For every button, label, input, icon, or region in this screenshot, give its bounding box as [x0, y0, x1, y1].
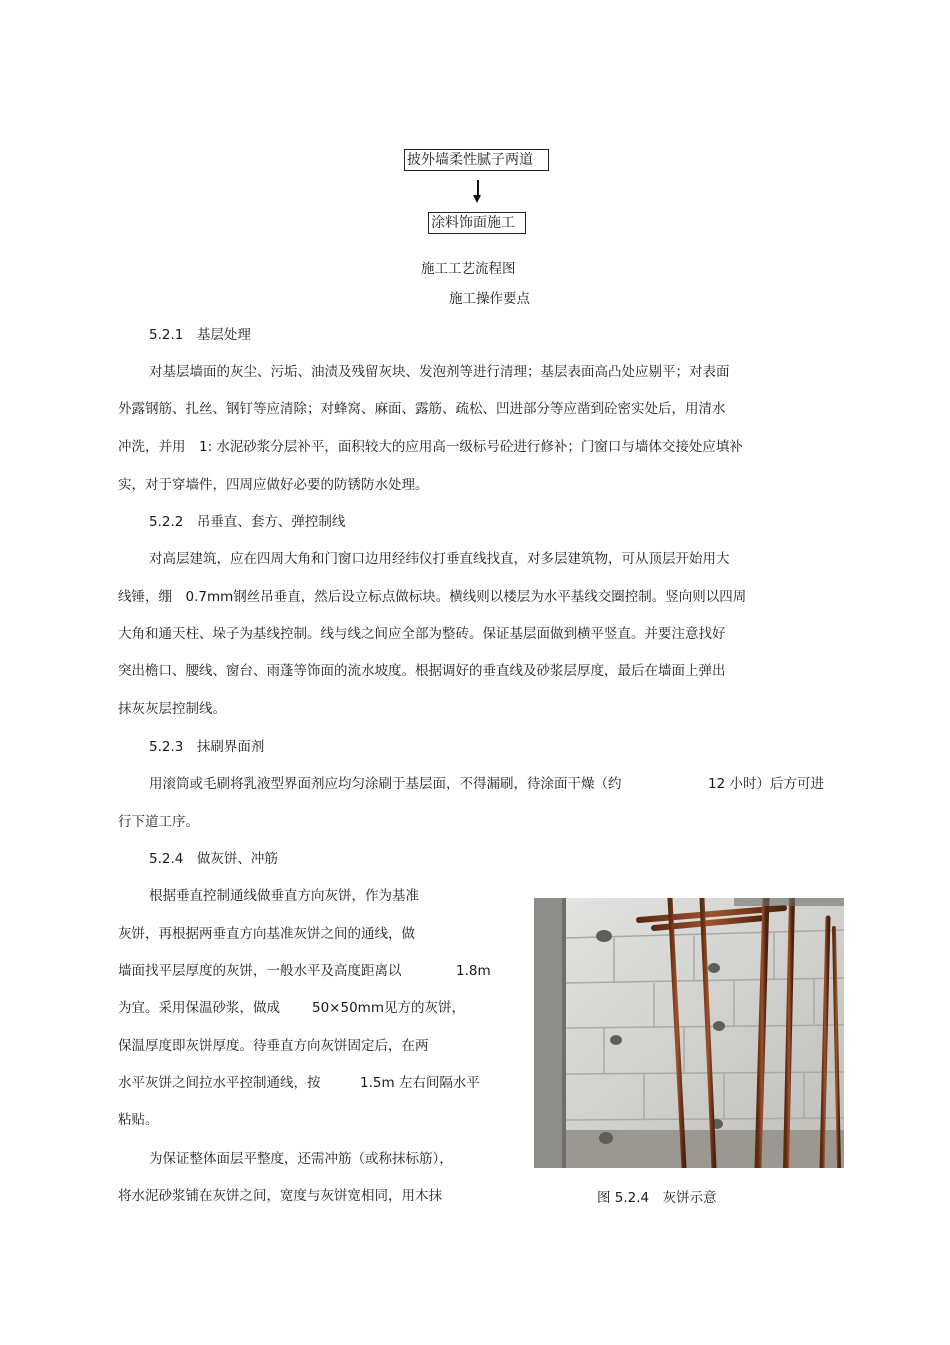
paragraph-line: 抹灰灰层控制线。 [118, 701, 226, 717]
paragraph-line: 为宜。采用保温砂浆，做成 [118, 1000, 280, 1016]
paragraph-line: 对基层墙面的灰尘、污垢、油渍及残留灰块、发泡剂等进行清理；基层表面高凸处应剔平；对表面 [149, 364, 730, 380]
paragraph-line: 冲洗，并用 1: 水泥砂浆分层补平，面积较大的应用高一级标号砼进行修补；门窗口与墙体交接处应填补 [118, 439, 743, 455]
flow-arrow-line [477, 180, 479, 196]
flow-step-1 [404, 149, 549, 171]
figure-photo [534, 898, 844, 1168]
paragraph-line-tail: 1.8m [456, 963, 491, 979]
paragraph-line: 墙面找平层厚度的灰饼，一般水平及高度距离以 [118, 963, 402, 979]
flow-step-1-label: 披外墙柔性腻子两道 [407, 152, 533, 168]
paragraph-line: 行下道工序。 [118, 814, 199, 830]
paragraph-line: 对高层建筑，应在四周大角和门窗口边用经纬仪打垂直线找直，对多层建筑物，可从顶层开始用大 [149, 551, 730, 567]
flow-step-2 [428, 212, 526, 234]
paragraph-line: 外露钢筋、扎丝、钢钉等应清除；对蜂窝、麻面、露筋、疏松、凹进部分等应凿到砼密实处后，用清水 [118, 401, 726, 417]
paragraph-line-tail: 12 小时）后方可进 [708, 776, 824, 792]
paragraph-line: 用滚筒或毛刷将乳液型界面剂应均匀涂刷于基层面，不得漏刷，待涂面干燥（约 [149, 776, 622, 792]
paragraph-line: 大角和通天柱、垛子为基线控制。线与线之间应全部为整砖。保证基层面做到横平竖直。并要注意找好 [118, 626, 726, 642]
paragraph-line: 线锤，绷 0.7mm钢丝吊垂直，然后设立标点做标块。横线则以楼层为水平基线交圈控制。竖向则以四周 [118, 589, 747, 605]
heading-5-2-1: 5.2.1 基层处理 [149, 327, 251, 343]
paragraph-line: 根据垂直控制通线做垂直方向灰饼，作为基准 [149, 888, 419, 904]
paragraph-line: 突出檐口、腰线、窗台、雨蓬等饰面的流水坡度。根据调好的垂直线及砂浆层厚度，最后在墙面上弹出 [118, 663, 726, 679]
paragraph-line: 将水泥砂浆铺在灰饼之间，宽度与灰饼宽相同，用木抹 [118, 1188, 442, 1204]
heading-5-2-2: 5.2.2 吊垂直、套方、弹控制线 [149, 514, 346, 530]
paragraph-line: 为保证整体面层平整度，还需冲筋（或称抹标筋）， [149, 1151, 453, 1167]
paragraph-line: 实，对于穿墙件，四周应做好必要的防锈防水处理。 [118, 477, 429, 493]
section-title: 施工操作要点 [449, 291, 530, 307]
heading-5-2-4: 5.2.4 做灰饼、冲筋 [149, 851, 278, 867]
paragraph-line-tail: 50×50mm见方的灰饼， [312, 1000, 465, 1016]
flow-step-2-label: 涂料饰面施工 [431, 215, 515, 231]
paragraph-line: 灰饼，再根据两垂直方向基准灰饼之间的通线，做 [118, 926, 415, 942]
flowchart-caption: 施工工艺流程图 [421, 261, 516, 277]
paragraph-line: 保温厚度即灰饼厚度。待垂直方向灰饼固定后，在两 [118, 1038, 429, 1054]
paragraph-line-tail: 1.5m 左右间隔水平 [360, 1075, 480, 1091]
paragraph-line: 粘贴。 [118, 1112, 159, 1128]
heading-5-2-3: 5.2.3 抹刷界面剂 [149, 739, 265, 755]
paragraph-line: 水平灰饼之间拉水平控制通线，按 [118, 1075, 321, 1091]
figure-caption: 图 5.2.4 灰饼示意 [597, 1190, 717, 1206]
flow-arrow-head [473, 195, 481, 203]
wall-scaffold-illustration [534, 898, 844, 1168]
